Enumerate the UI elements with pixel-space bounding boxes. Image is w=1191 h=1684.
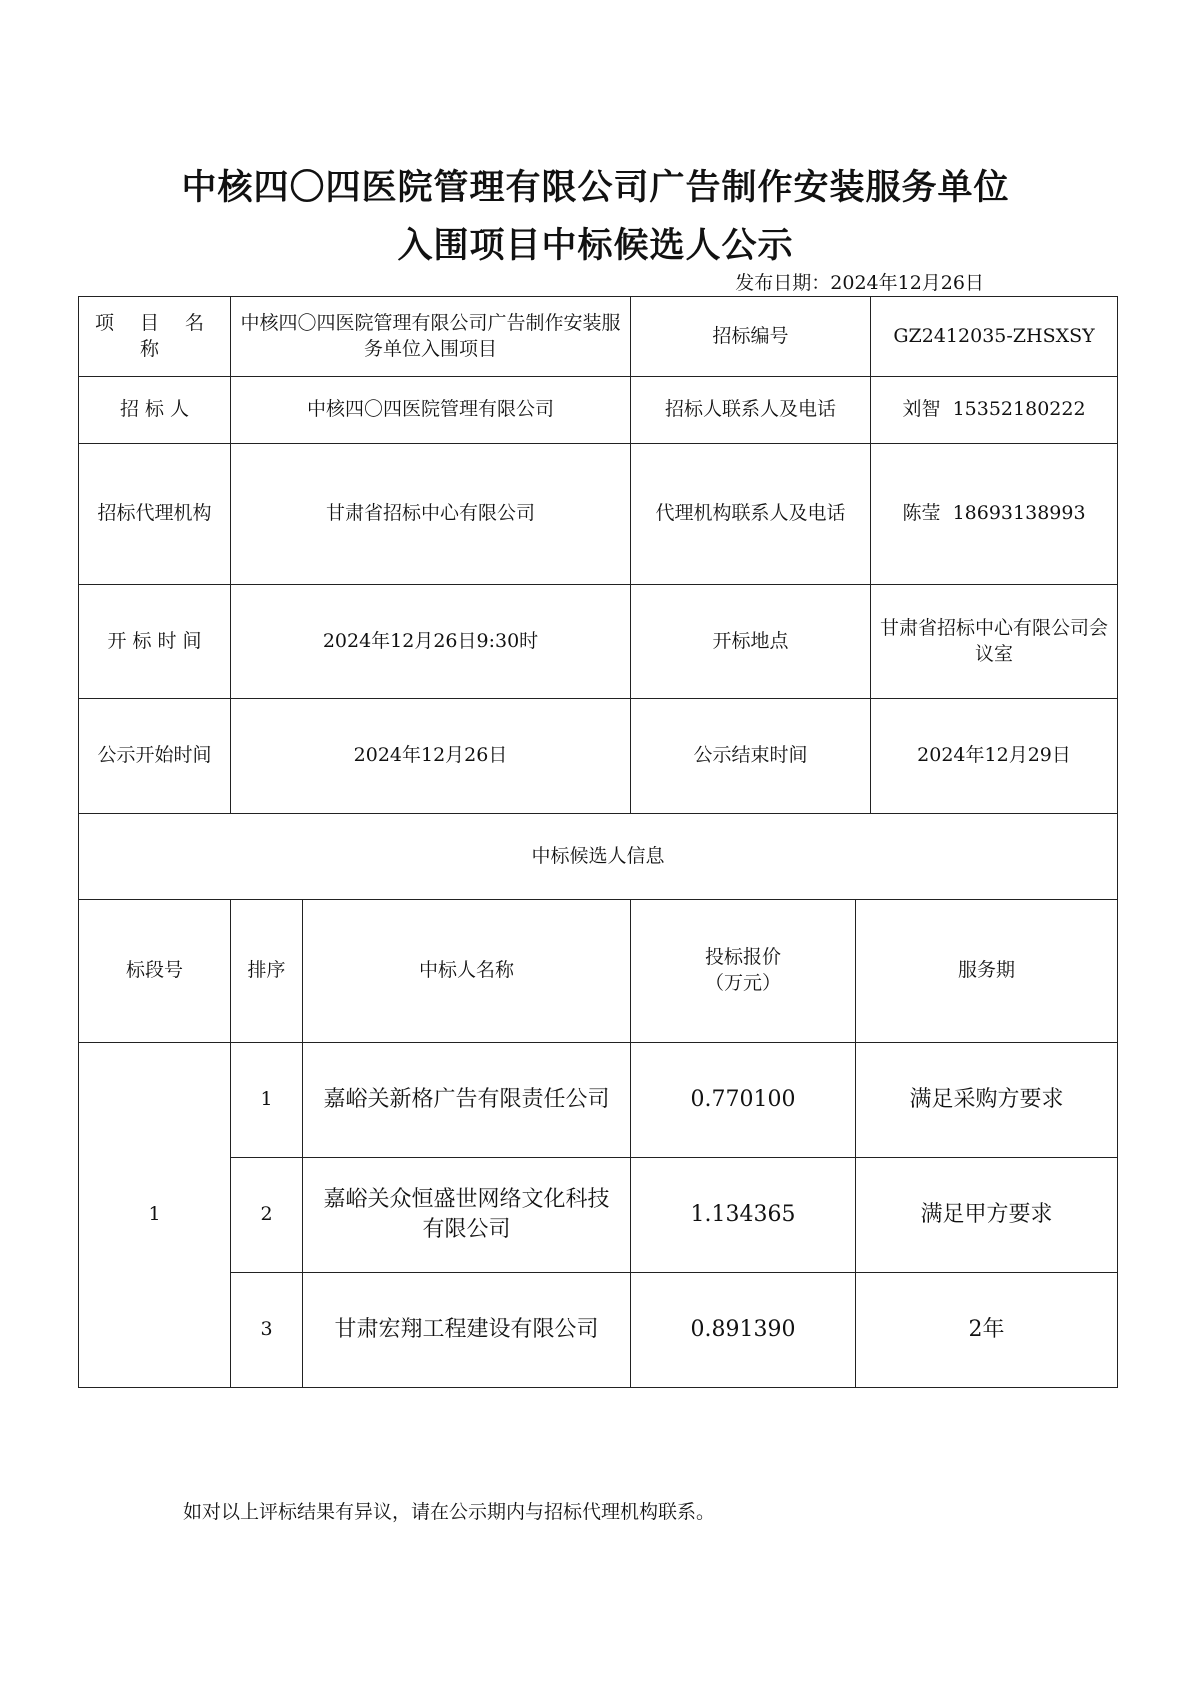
table-row (79, 1043, 1118, 1158)
candidate-service: 满足采购方要求 (856, 1043, 1118, 1158)
candidate-name: 嘉峪关众恒盛世网络文化科技有限公司 (303, 1158, 631, 1273)
table-row (79, 1273, 1118, 1388)
lot-header: 标段号 (79, 900, 231, 1043)
candidate-rank: 3 (231, 1273, 303, 1388)
candidate-service: 2年 (856, 1273, 1118, 1388)
notice-start: 2024年12月26日 (231, 699, 631, 814)
tenderer-contact: 刘智 15352180222 (871, 377, 1118, 444)
candidate-price: 0.770100 (631, 1043, 856, 1158)
publish-date: 发布日期：2024年12月26日 (735, 272, 984, 294)
open-time: 2024年12月26日9:30时 (231, 585, 631, 699)
bid-number: GZ2412035-ZHSXSY (871, 297, 1118, 377)
winner-name-header: 中标人名称 (303, 900, 631, 1043)
candidates-section-title: 中标候选人信息 (79, 814, 1118, 900)
bid-number-label: 招标编号 (631, 297, 871, 377)
notice-table (78, 296, 1118, 1388)
agency-contact-label: 代理机构联系人及电话 (631, 444, 871, 585)
rank-header: 排序 (231, 900, 303, 1043)
candidate-service: 满足甲方要求 (856, 1158, 1118, 1273)
open-place-label: 开标地点 (631, 585, 871, 699)
lot-number: 1 (79, 1043, 231, 1388)
notice-end: 2024年12月29日 (871, 699, 1118, 814)
candidate-rank: 1 (231, 1043, 303, 1158)
title-line-2: 入围项目中标候选人公示 (397, 226, 794, 266)
bid-price-header: 投标报价（万元） (631, 900, 856, 1043)
project-name: 中核四〇四医院管理有限公司广告制作安装服务单位入围项目 (231, 297, 631, 377)
candidate-price: 1.134365 (631, 1158, 856, 1273)
project-name-label: 项 目 名 称 (79, 297, 231, 377)
candidate-price: 0.891390 (631, 1273, 856, 1388)
open-place: 甘肃省招标中心有限公司会议室 (871, 585, 1118, 699)
objection-note: 如对以上评标结果有异议，请在公示期内与招标代理机构联系。 (183, 1501, 716, 1523)
agency-contact: 陈莹 18693138993 (871, 444, 1118, 585)
notice-end-label: 公示结束时间 (631, 699, 871, 814)
open-time-label: 开 标 时 间 (79, 585, 231, 699)
candidate-rank: 2 (231, 1158, 303, 1273)
tenderer-contact-label: 招标人联系人及电话 (631, 377, 871, 444)
service-period-header: 服务期 (856, 900, 1118, 1043)
agency-label: 招标代理机构 (79, 444, 231, 585)
agency: 甘肃省招标中心有限公司 (231, 444, 631, 585)
tenderer-label: 招 标 人 (79, 377, 231, 444)
candidate-name: 甘肃宏翔工程建设有限公司 (303, 1273, 631, 1388)
table-row (79, 1158, 1118, 1273)
tenderer: 中核四〇四医院管理有限公司 (231, 377, 631, 444)
candidate-name: 嘉峪关新格广告有限责任公司 (303, 1043, 631, 1158)
title-line-1: 中核四〇四医院管理有限公司广告制作安装服务单位 (181, 168, 1010, 208)
notice-start-label: 公示开始时间 (79, 699, 231, 814)
